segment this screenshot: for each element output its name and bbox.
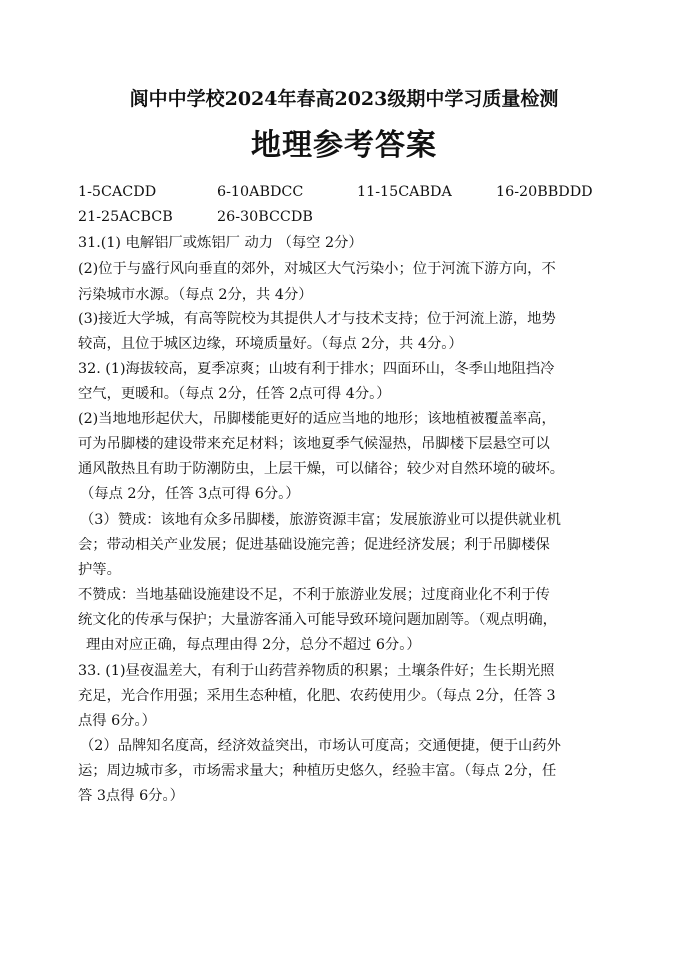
q33-part2-line: 答 3点得 6分。） — [78, 788, 184, 804]
q32-part3-line: 不赞成：当地基础设施建设不足，不利于旅游业发展；过度商业化不利于传 — [78, 587, 550, 603]
mc-answer-group: 16-20BBDDD — [496, 184, 593, 200]
school-exam-title: 阆中中学校2024年春高2023级期中学习质量检测 — [129, 88, 559, 110]
q32-part2-line: 通风散热且有助于防潮防虫，上层干燥，可以储谷；较少对自然环境的破坏。 — [78, 461, 565, 477]
mc-answer-group: 26-30BCCDB — [217, 209, 313, 225]
q33-part2-line: 运；周边城市多，市场需求量大；种植历史悠久，经验丰富。（每点 2分，任 — [78, 763, 557, 779]
q31-part3-line: (3)接近大学城，有高等院校为其提供人才与技术支持；位于河流上游，地势 — [78, 311, 556, 327]
q32-part3-line: 理由对应正确，每点理由得 2分，总分不超过 6分。） — [86, 637, 421, 653]
q32-part3-line: 统文化的传承与保护；大量游客涌入可能导致环境问题加剧等。（观点明确， — [78, 612, 557, 628]
document-title: 地理参考答案 — [251, 128, 437, 163]
q32-part3-line: （3）赞成：该地有众多吊脚楼，旅游资源丰富；发展旅游业可以提供就业机 — [80, 512, 561, 528]
q31-part2-line: 污染城市水源。（每点 2分，共 4分） — [78, 287, 313, 303]
q32-part2-line: 可为吊脚楼的建设带来充足材料；该地夏季气候湿热，吊脚楼下层悬空可以 — [78, 436, 550, 452]
q33-part1-line: 点得 6分。） — [78, 713, 156, 729]
q32-part2-line: （每点 2分，任答 3点可得 6分。） — [80, 486, 300, 502]
mc-answer-group: 21-25ACBCB — [78, 209, 173, 225]
mc-answer-group: 1-5CACDD — [78, 184, 157, 200]
mc-answer-group: 6-10ABDCC — [217, 184, 304, 200]
q32-part3-line: 会；带动相关产业发展；促进基础设施完善；促进经济发展；利于吊脚楼保 — [78, 537, 550, 553]
q33-part1-line: 充足，光合作用强；采用生态种植，化肥、农药使用少。（每点 2分，任答 3 — [78, 688, 556, 704]
q32-part1-line: 32. (1)海拔较高，夏季凉爽；山坡有利于排水；四面环山，冬季山地阻挡冷 — [78, 361, 555, 377]
mc-answer-group: 11-15CABDA — [357, 184, 452, 200]
q31-part1: 31.(1) 电解铝厂或炼铝厂 动力 （每空 2分） — [78, 235, 363, 251]
q32-part3-line: 护等。 — [78, 562, 121, 578]
q32-part1-line: 空气，更暖和。（每点 2分，任答 2点可得 4分。） — [78, 386, 391, 402]
q31-part3-line: 较高，且位于城区边缘，环境质量好。（每点 2分，共 4分。） — [78, 336, 463, 352]
q32-part2-line: (2)当地地形起伏大，吊脚楼能更好的适应当地的地形；该地植被覆盖率高， — [78, 411, 556, 427]
q31-part2-line: (2)位于与盛行风向垂直的郊外，对城区大气污染小；位于河流下游方向，不 — [78, 261, 556, 277]
q33-part1-line: 33. (1)昼夜温差大，有利于山药营养物质的积累；土壤条件好；生长期光照 — [78, 663, 555, 679]
q33-part2-line: （2）品牌知名度高，经济效益突出，市场认可度高；交通便捷，便于山药外 — [80, 738, 561, 754]
